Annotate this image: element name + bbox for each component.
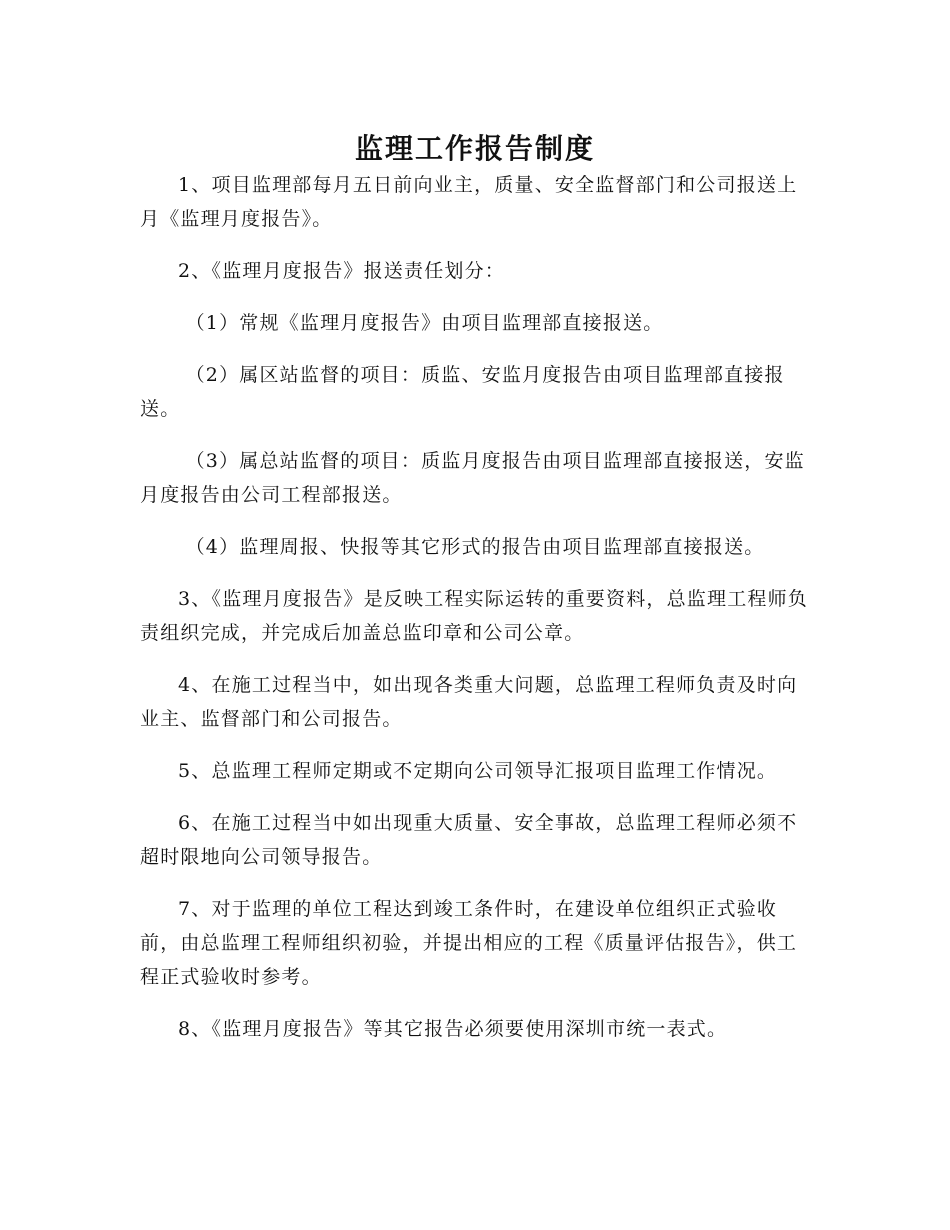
document-body bbox=[140, 168, 810, 1064]
paragraph-6: 6、在施工过程当中如出现重大质量、安全事故，总监理工程师必须不超时限地向公司领导报告。 bbox=[140, 812, 798, 868]
document-title: 监理工作报告制度 bbox=[354, 131, 595, 165]
paragraph-5: 5、总监理工程师定期或不定期向公司领导汇报项目监理工作情况。 bbox=[178, 760, 778, 782]
paragraph-1: 1、项目监理部每月五日前向业主，质量、安全监督部门和公司报送上月《监理月度报告》。 bbox=[140, 174, 798, 230]
paragraph-7: 7、对于监理的单位工程达到竣工条件时，在建设单位组织正式验收前，由总监理工程师组织初验，并提出相应的工程《质量评估报告》，供工程正式验收时参考。 bbox=[140, 898, 798, 988]
paragraph-4: 4、在施工过程当中，如出现各类重大问题，总监理工程师负责及时向业主、监督部门和公司报告。 bbox=[140, 674, 798, 730]
paragraph-8: 8、《监理月度报告》等其它报告必须要使用深圳市统一表式。 bbox=[178, 1018, 728, 1040]
paragraph-2: 2、《监理月度报告》报送责任划分： bbox=[178, 260, 505, 282]
paragraph-3: 3、《监理月度报告》是反映工程实际运转的重要资料，总监理工程师负责组织完成，并完成后加盖总监印章和公司公章。 bbox=[140, 588, 808, 644]
paragraph-2-1: （1）常规《监理月度报告》由项目监理部直接报送。 bbox=[185, 312, 664, 334]
paragraph-2-3: （3）属总站监督的项目：质监月度报告由项目监理部直接报送，安监月度报告由公司工程部报送。 bbox=[140, 450, 805, 506]
paragraph-2-2: （2）属区站监督的项目：质监、安监月度报告由项目监理部直接报送。 bbox=[140, 364, 785, 420]
paragraph-2-4: （4）监理周报、快报等其它形式的报告由项目监理部直接报送。 bbox=[185, 536, 765, 558]
